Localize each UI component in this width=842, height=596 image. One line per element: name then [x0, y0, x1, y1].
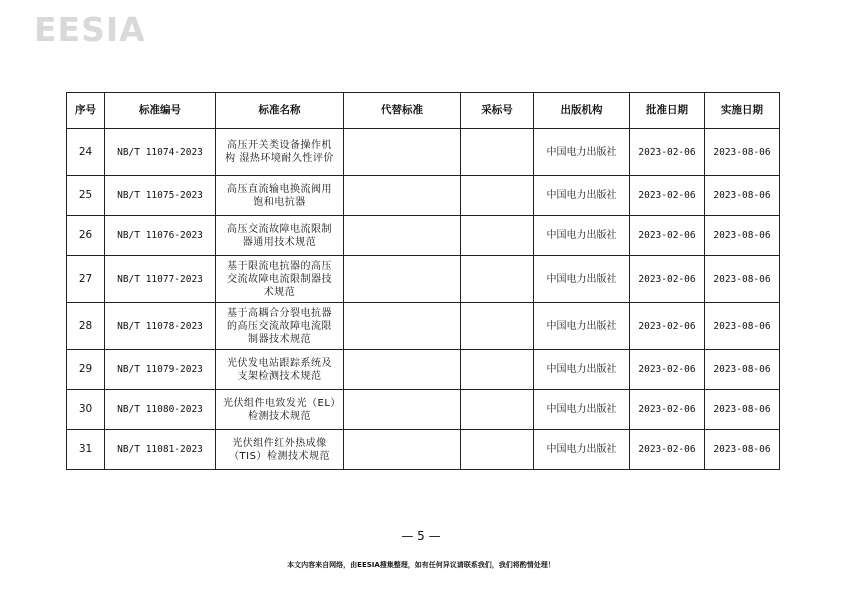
replaces-standard-cell — [344, 176, 461, 216]
standard-code-cell: NB/T 11075-2023 — [105, 176, 216, 216]
approval-date-cell: 2023-02-06 — [630, 216, 705, 256]
publisher-cell: 中国电力出版社 — [534, 256, 630, 303]
publisher-cell: 中国电力出版社 — [534, 430, 630, 470]
replaces-standard-cell — [344, 350, 461, 390]
footer-disclaimer: 本文内容来自网络，由EESIA搜集整理，如有任何异议请联系我们，我们将酌情处理！ — [287, 561, 555, 569]
standard-code-cell: NB/T 11077-2023 — [105, 256, 216, 303]
replaces-standard-cell — [344, 129, 461, 176]
table-header-row — [67, 93, 780, 129]
standard-name-cell: 光伏发电站跟踪系统及支架检测技术规范 — [216, 350, 344, 390]
approval-date-cell: 2023-02-06 — [630, 430, 705, 470]
effective-date-cell: 2023-08-06 — [705, 430, 780, 470]
standard-code-cell: NB/T 11079-2023 — [105, 350, 216, 390]
standard-name-cell: 高压开关类设备操作机构 湿热环境耐久性评价 — [216, 129, 344, 176]
effective-date-cell: 2023-08-06 — [705, 390, 780, 430]
header-cell: 代替标准 — [344, 93, 461, 129]
replaces-standard-cell — [344, 216, 461, 256]
standards-table — [66, 92, 780, 470]
effective-date-cell: 2023-08-06 — [705, 303, 780, 350]
standard-name-cell: 基于限流电抗器的高压交流故障电流限制器技术规范 — [216, 256, 344, 303]
publisher-cell: 中国电力出版社 — [534, 216, 630, 256]
header-cell: 实施日期 — [705, 93, 780, 129]
eesia-logo: EESIA — [34, 10, 146, 49]
header-cell: 标准编号 — [105, 93, 216, 129]
standard-name-cell: 高压直流输电换流阀用饱和电抗器 — [216, 176, 344, 216]
effective-date-cell: 2023-08-06 — [705, 350, 780, 390]
approval-date-cell: 2023-02-06 — [630, 303, 705, 350]
effective-date-cell: 2023-08-06 — [705, 256, 780, 303]
row-number-cell: 30 — [67, 390, 105, 430]
replaces-standard-cell — [344, 390, 461, 430]
standard-code-cell: NB/T 11080-2023 — [105, 390, 216, 430]
standard-code-cell: NB/T 11078-2023 — [105, 303, 216, 350]
table-row — [67, 430, 780, 470]
publisher-cell: 中国电力出版社 — [534, 303, 630, 350]
standard-name-cell: 光伏组件红外热成像（TIS）检测技术规范 — [216, 430, 344, 470]
publisher-cell: 中国电力出版社 — [534, 129, 630, 176]
header-cell: 批准日期 — [630, 93, 705, 129]
row-number-cell: 27 — [67, 256, 105, 303]
table-row — [67, 129, 780, 176]
effective-date-cell: 2023-08-06 — [705, 176, 780, 216]
replaces-standard-cell — [344, 303, 461, 350]
adopted-standard-cell — [461, 390, 534, 430]
effective-date-cell: 2023-08-06 — [705, 129, 780, 176]
standard-code-cell: NB/T 11076-2023 — [105, 216, 216, 256]
adopted-standard-cell — [461, 176, 534, 216]
table-row — [67, 216, 780, 256]
row-number-cell: 31 — [67, 430, 105, 470]
adopted-standard-cell — [461, 129, 534, 176]
table-row — [67, 176, 780, 216]
row-number-cell: 24 — [67, 129, 105, 176]
approval-date-cell: 2023-02-06 — [630, 390, 705, 430]
header-cell: 标准名称 — [216, 93, 344, 129]
row-number-cell: 26 — [67, 216, 105, 256]
standard-code-cell: NB/T 11074-2023 — [105, 129, 216, 176]
header-cell: 采标号 — [461, 93, 534, 129]
adopted-standard-cell — [461, 430, 534, 470]
effective-date-cell: 2023-08-06 — [705, 216, 780, 256]
approval-date-cell: 2023-02-06 — [630, 176, 705, 216]
adopted-standard-cell — [461, 303, 534, 350]
table-row — [67, 303, 780, 350]
publisher-cell: 中国电力出版社 — [534, 350, 630, 390]
table-row — [67, 256, 780, 303]
standard-name-cell: 光伏组件电致发光（EL）检测技术规范 — [216, 390, 344, 430]
approval-date-cell: 2023-02-06 — [630, 256, 705, 303]
replaces-standard-cell — [344, 430, 461, 470]
publisher-cell: 中国电力出版社 — [534, 390, 630, 430]
approval-date-cell: 2023-02-06 — [630, 350, 705, 390]
approval-date-cell: 2023-02-06 — [630, 129, 705, 176]
table-row — [67, 350, 780, 390]
row-number-cell: 28 — [67, 303, 105, 350]
adopted-standard-cell — [461, 256, 534, 303]
table-row — [67, 390, 780, 430]
page-number: — 5 — — [401, 529, 441, 543]
header-cell: 出版机构 — [534, 93, 630, 129]
row-number-cell: 29 — [67, 350, 105, 390]
standard-name-cell: 基于高耦合分裂电抗器的高压交流故障电流限制器技术规范 — [216, 303, 344, 350]
adopted-standard-cell — [461, 350, 534, 390]
standard-code-cell: NB/T 11081-2023 — [105, 430, 216, 470]
header-cell: 序号 — [67, 93, 105, 129]
adopted-standard-cell — [461, 216, 534, 256]
publisher-cell: 中国电力出版社 — [534, 176, 630, 216]
standard-name-cell: 高压交流故障电流限制器通用技术规范 — [216, 216, 344, 256]
row-number-cell: 25 — [67, 176, 105, 216]
replaces-standard-cell — [344, 256, 461, 303]
